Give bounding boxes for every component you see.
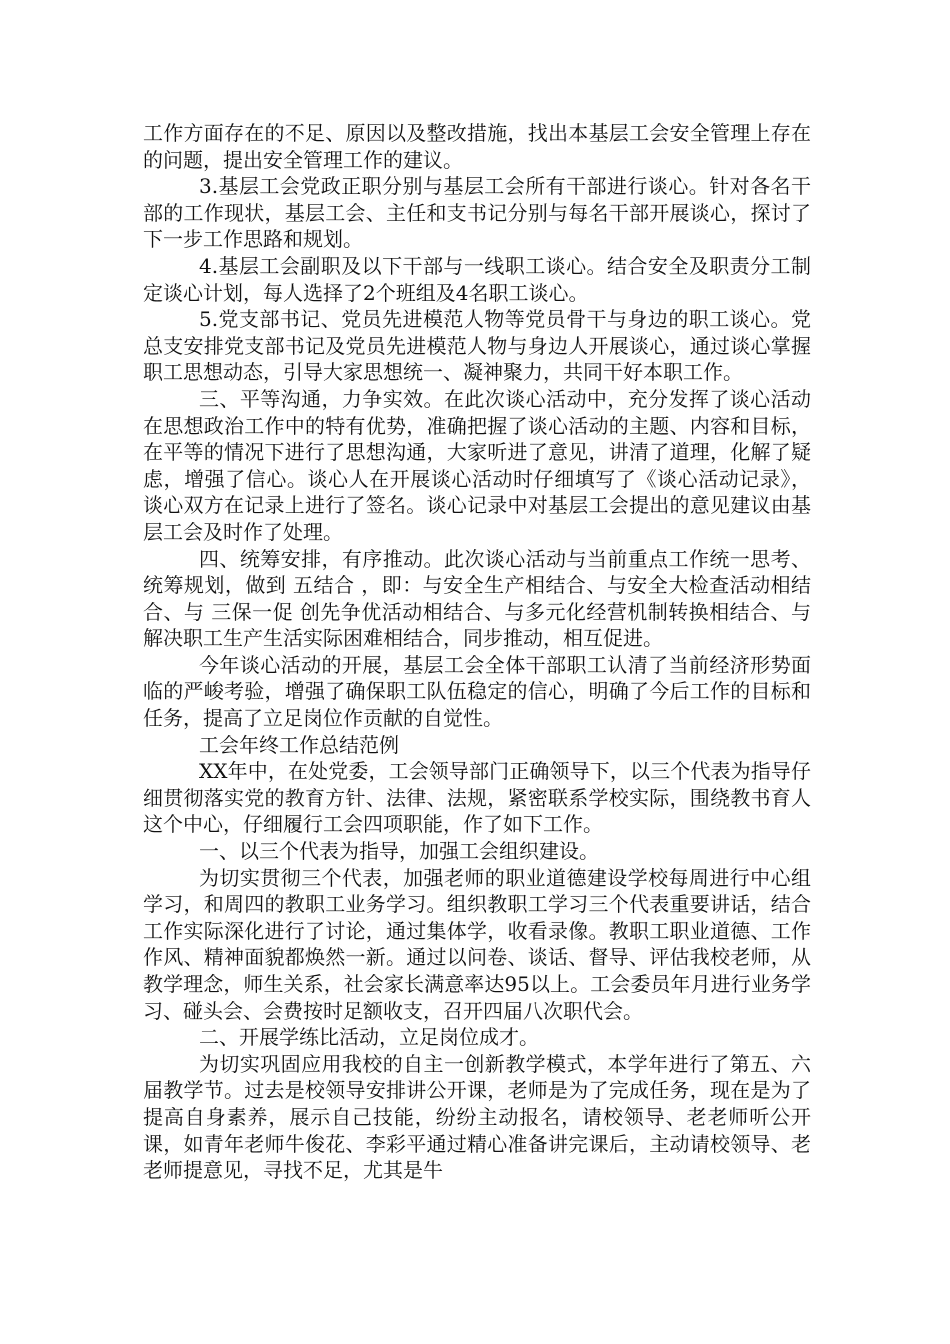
paragraph: 3.基层工会党政正职分别与基层工会所有干部进行谈心。针对各名干部的工作现状，基层工会、主任和支书记分别与每名干部开展谈心，探讨了下一步工作思路和规划。 (143, 174, 811, 252)
paragraph: 5.党支部书记、党员先进模范人物等党员骨干与身边的职工谈心。党总支安排党支部书记及党员先进模范人物与身边人开展谈心，通过谈心掌握职工思想动态，引导大家思想统一、凝神聚力，共同干好本职工作。 (143, 307, 811, 385)
paragraph: 工作方面存在的不足、原因以及整改措施，找出本基层工会安全管理上存在的问题，提出安全管理工作的建议。 (143, 121, 811, 172)
paragraph: 三、平等沟通，力争实效。在此次谈心活动中，充分发挥了谈心活动在思想政治工作中的特有优势，准确把握了谈心活动的主题、内容和目标，在平等的情况下进行了思想沟通，大家听进了意见，讲清了道理，化解了疑虑，增强了信心。谈心人在开展谈心活动时仔细填写了《谈心活动记录》，谈心双方在记录上进行了签名。谈心记录中对基层工会提出的意见建议由基层工会及时作了处理。 (143, 386, 811, 544)
section-title: 工会年终工作总结范例 (199, 732, 399, 757)
paragraph: XX年中，在处党委，工会领导部门正确领导下，以三个代表为指导仔细贯彻落实党的教育方针、法律、法规，紧密联系学校实际，围绕教书育人这个中心，仔细履行工会四项职能，作了如下工作。 (143, 759, 811, 837)
paragraph: 4.基层工会副职及以下干部与一线职工谈心。结合安全及职责分工制定谈心计划，每人选择了2个班组及4名职工谈心。 (143, 253, 811, 305)
section-heading: 二、开展学练比活动，立足岗位成才。 (199, 1025, 539, 1050)
paragraph: 四、统筹安排，有序推动。此次谈心活动与当前重点工作统一思考、统筹规划，做到 五结合 ，即：与安全生产相结合、与安全大检查活动相结合、与 三保一促 创先争优活动相结合、与多元化经营机制转换相结合、与解决职工生产生活实际困难相结合，同步推动，相互促进。 (143, 546, 811, 651)
section-heading: 一、以三个代表为指导，加强工会组织建设。 (199, 839, 599, 864)
paragraph: 今年谈心活动的开展，基层工会全体干部职工认清了当前经济形势面临的严峻考验，增强了确保职工队伍稳定的信心，明确了今后工作的目标和任务，提高了立足岗位作贡献的自觉性。 (143, 652, 811, 731)
paragraph: 为切实巩固应用我校的自主一创新教学模式，本学年进行了第五、六届教学节。过去是校领导安排讲公开课，老师是为了完成任务，现在是为了提高自身素养，展示自己技能，纷纷主动报名，请校领导、老老师听公开课，如青年老师牛俊花、李彩平通过精心准备讲完课后，主动请校领导、老老师提意见，寻找不足，尤其是牛 (143, 1051, 811, 1183)
paragraph: 为切实贯彻三个代表，加强老师的职业道德建设学校每周进行中心组学习，和周四的教职工业务学习。组织教职工学习三个代表重要讲话，结合工作实际深化进行了讨论，通过集体学，收看录像。教职工职业道德、工作作风、精神面貌都焕然一新。通过以问卷、谈话、督导、评估我校老师，从教学理念，师生关系，社会家长满意率达95以上。工会委员年月进行业务学习、碰头会、会费按时足额收支，召开四届八次职代会。 (143, 865, 811, 1023)
document-body (143, 120, 811, 1184)
